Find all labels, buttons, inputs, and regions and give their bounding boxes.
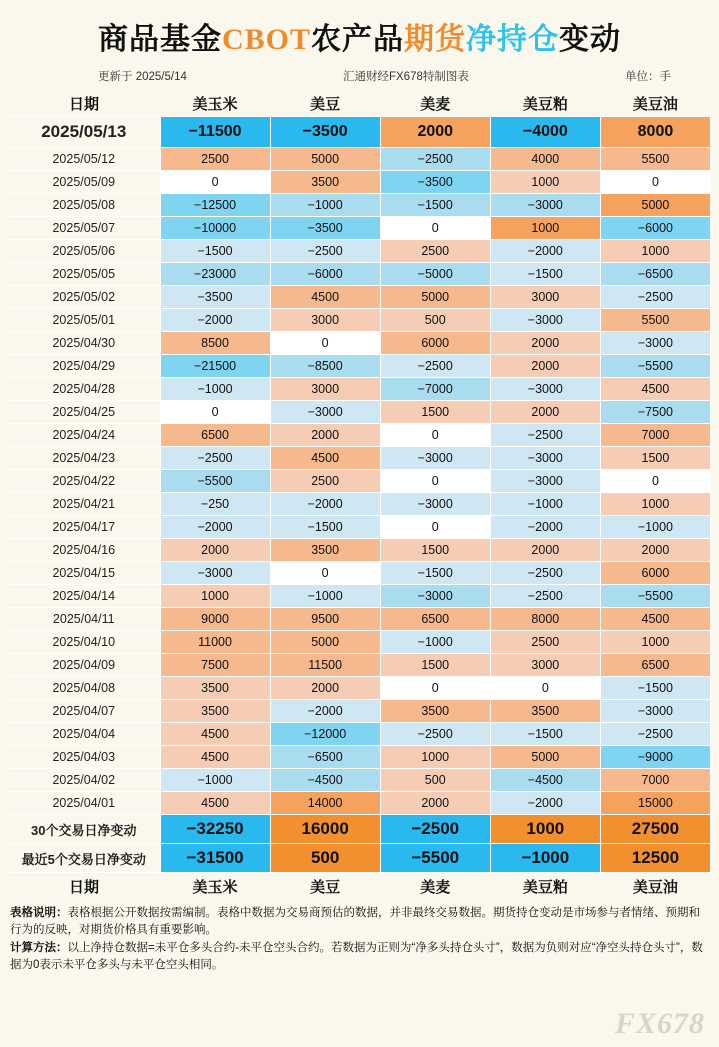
cell-美玉米: −10000 — [160, 217, 270, 240]
cell-美麦: 6000 — [380, 332, 490, 355]
summary-cell-美麦: −2500 — [380, 815, 490, 844]
row-date: 2025/04/07 — [8, 700, 160, 723]
col-header-0: 日期 — [8, 90, 160, 117]
cell-美麦: 500 — [380, 769, 490, 792]
row-date: 2025/05/02 — [8, 286, 160, 309]
note-label-1: 表格说明： — [10, 907, 68, 919]
table-row — [8, 309, 711, 332]
summary-label: 30个交易日净变动 — [8, 815, 160, 844]
row-date: 2025/04/08 — [8, 677, 160, 700]
row-date: 2025/04/02 — [8, 769, 160, 792]
cell-美豆: −12000 — [270, 723, 380, 746]
notes-block — [8, 905, 711, 974]
row-date: 2025/04/16 — [8, 539, 160, 562]
summary-cell-美豆油: 27500 — [600, 815, 710, 844]
cell-美豆油: 7000 — [600, 769, 710, 792]
cell-美豆粕: −2000 — [490, 792, 600, 815]
foot-header-1: 美玉米 — [160, 873, 270, 900]
cell-美豆粕: −2500 — [490, 424, 600, 447]
table-row — [8, 263, 711, 286]
cell-美豆油: 5000 — [600, 194, 710, 217]
cell-美玉米: 4500 — [160, 792, 270, 815]
cell-美麦: 2500 — [380, 240, 490, 263]
table-header — [8, 90, 711, 117]
table-row — [8, 562, 711, 585]
cell-美玉米: 11000 — [160, 631, 270, 654]
cell-美豆粕: 2000 — [490, 539, 600, 562]
cell-美豆: −2000 — [270, 700, 380, 723]
unit-label: 单位：手 — [625, 71, 671, 83]
cell-美豆油: 2000 — [600, 539, 710, 562]
row-date: 2025/04/11 — [8, 608, 160, 631]
cell-美豆粕: −3000 — [490, 378, 600, 401]
table-row — [8, 194, 711, 217]
cell-美豆油: −2500 — [600, 286, 710, 309]
cell-美豆: 2500 — [270, 470, 380, 493]
cell-美麦: −7000 — [380, 378, 490, 401]
page-title — [8, 0, 711, 66]
table-row — [8, 355, 711, 378]
foot-header-3: 美麦 — [380, 873, 490, 900]
cell-美豆油: −7500 — [600, 401, 710, 424]
cell-美豆油: −2500 — [600, 723, 710, 746]
cell-美玉米: 0 — [160, 401, 270, 424]
cell-美豆粕: −2000 — [490, 240, 600, 263]
cell-美豆粕: 2000 — [490, 401, 600, 424]
cell-美玉米: −3500 — [160, 286, 270, 309]
cell-美麦: −2500 — [380, 723, 490, 746]
cell-美玉米: 2000 — [160, 539, 270, 562]
cell-美豆粕: 2500 — [490, 631, 600, 654]
cell-美玉米: −21500 — [160, 355, 270, 378]
cell-美豆油: −1500 — [600, 677, 710, 700]
row-date: 2025/04/25 — [8, 401, 160, 424]
cell-美豆油: 15000 — [600, 792, 710, 815]
row-date: 2025/05/09 — [8, 171, 160, 194]
row-date: 2025/04/21 — [8, 493, 160, 516]
net-position-table — [8, 90, 711, 899]
cell-美豆粕: −1000 — [490, 493, 600, 516]
cell-美麦: 2000 — [380, 792, 490, 815]
header-row — [8, 90, 711, 117]
note-line-2 — [10, 940, 709, 975]
cell-美豆: −1000 — [270, 585, 380, 608]
cell-美玉米: −1000 — [160, 769, 270, 792]
row-date: 2025/04/30 — [8, 332, 160, 355]
cell-美豆: 5000 — [270, 148, 380, 171]
table-row — [8, 608, 711, 631]
row-date: 2025/04/10 — [8, 631, 160, 654]
row-date: 2025/04/17 — [8, 516, 160, 539]
title-part-3: 农产品 — [311, 23, 405, 56]
cell-美玉米: −3000 — [160, 562, 270, 585]
cell-美麦: 1000 — [380, 746, 490, 769]
title-part-2: CBOT — [221, 23, 312, 56]
cell-美玉米: 3500 — [160, 677, 270, 700]
cell-美豆油: −6000 — [600, 217, 710, 240]
summary-cell-美豆粕: 1000 — [490, 815, 600, 844]
table-row — [8, 447, 711, 470]
cell-美麦: −1000 — [380, 631, 490, 654]
table-row — [8, 746, 711, 769]
cell-美豆油: 1500 — [600, 447, 710, 470]
table-row — [8, 585, 711, 608]
source-label: 汇通财经FX678特制图表 — [342, 71, 469, 83]
cell-美豆: −3500 — [270, 117, 380, 148]
summary-cell-美豆: 500 — [270, 844, 380, 873]
cell-美玉米: 2500 — [160, 148, 270, 171]
table-row — [8, 723, 711, 746]
cell-美玉米: 8500 — [160, 332, 270, 355]
cell-美玉米: −5500 — [160, 470, 270, 493]
cell-美麦: 6500 — [380, 608, 490, 631]
cell-美豆: −2000 — [270, 493, 380, 516]
row-date: 2025/04/04 — [8, 723, 160, 746]
row-date: 2025/04/15 — [8, 562, 160, 585]
foot-header-5: 美豆油 — [600, 873, 710, 900]
summary-cell-美玉米: −31500 — [160, 844, 270, 873]
cell-美豆粕: −1500 — [490, 723, 600, 746]
cell-美豆粕: 3000 — [490, 286, 600, 309]
cell-美豆粕: −3000 — [490, 309, 600, 332]
cell-美麦: −3000 — [380, 585, 490, 608]
subheader — [8, 66, 711, 90]
col-header-4: 美豆粕 — [490, 90, 600, 117]
cell-美豆粕: −2500 — [490, 562, 600, 585]
cell-美麦: 500 — [380, 309, 490, 332]
cell-美玉米: 6500 — [160, 424, 270, 447]
table-row — [8, 401, 711, 424]
cell-美麦: 2000 — [380, 117, 490, 148]
cell-美豆油: −3000 — [600, 700, 710, 723]
cell-美豆: −1000 — [270, 194, 380, 217]
cell-美玉米: −2000 — [160, 516, 270, 539]
cell-美麦: 0 — [380, 516, 490, 539]
cell-美豆: −6000 — [270, 263, 380, 286]
cell-美豆油: 0 — [600, 470, 710, 493]
cell-美豆粕: 8000 — [490, 608, 600, 631]
cell-美豆粕: 5000 — [490, 746, 600, 769]
cell-美玉米: −250 — [160, 493, 270, 516]
cell-美豆油: −5500 — [600, 585, 710, 608]
row-date: 2025/04/03 — [8, 746, 160, 769]
cell-美玉米: 4500 — [160, 746, 270, 769]
cell-美豆油: 1000 — [600, 631, 710, 654]
title-part-5: 净持仓 — [466, 23, 560, 56]
cell-美豆粕: −3000 — [490, 194, 600, 217]
cell-美豆粕: −4000 — [490, 117, 600, 148]
summary-row — [8, 844, 711, 873]
cell-美玉米: −1500 — [160, 240, 270, 263]
cell-美麦: −1500 — [380, 194, 490, 217]
summary-row — [8, 815, 711, 844]
cell-美玉米: 3500 — [160, 700, 270, 723]
row-date: 2025/05/07 — [8, 217, 160, 240]
col-header-1: 美玉米 — [160, 90, 270, 117]
row-date: 2025/04/29 — [8, 355, 160, 378]
note-text-1: 表格根据公开数据按需编制。表格中数据为交易商预估的数据，并非最终交易数据。期货持仓变动是市场参与者情绪、预期和行为的反映，对期货价格具有重要影响。 — [10, 907, 700, 937]
cell-美玉米: −11500 — [160, 117, 270, 148]
cell-美麦: −1500 — [380, 562, 490, 585]
cell-美玉米: −2000 — [160, 309, 270, 332]
summary-cell-美麦: −5500 — [380, 844, 490, 873]
cell-美麦: −3500 — [380, 171, 490, 194]
cell-美豆: 4500 — [270, 447, 380, 470]
col-header-3: 美麦 — [380, 90, 490, 117]
cell-美麦: 0 — [380, 424, 490, 447]
cell-美玉米: 0 — [160, 171, 270, 194]
cell-美豆油: 7000 — [600, 424, 710, 447]
cell-美豆粕: 3500 — [490, 700, 600, 723]
cell-美麦: 1500 — [380, 654, 490, 677]
table-row — [8, 117, 711, 148]
table-row — [8, 769, 711, 792]
note-text-2: 以上净持仓数据=未平仓多头合约-未平仓空头合约。若数据为正则为“净多头持仓头寸”，数据为负则对应“净空头持仓头寸”，数据为0表示未平仓多头与未平仓空头相同。 — [10, 941, 703, 971]
row-date: 2025/05/12 — [8, 148, 160, 171]
footer-row — [8, 873, 711, 900]
table-row — [8, 631, 711, 654]
table-row — [8, 792, 711, 815]
table-row — [8, 240, 711, 263]
cell-美玉米: 4500 — [160, 723, 270, 746]
table-row — [8, 493, 711, 516]
cell-美麦: 0 — [380, 677, 490, 700]
table-row — [8, 378, 711, 401]
row-date: 2025/04/14 — [8, 585, 160, 608]
cell-美豆: −3000 — [270, 401, 380, 424]
cell-美豆: 11500 — [270, 654, 380, 677]
cell-美麦: −3000 — [380, 493, 490, 516]
cell-美豆粕: 4000 — [490, 148, 600, 171]
cell-美豆粕: −2000 — [490, 516, 600, 539]
row-date: 2025/05/05 — [8, 263, 160, 286]
table-row — [8, 148, 711, 171]
cell-美麦: 3500 — [380, 700, 490, 723]
col-header-5: 美豆油 — [600, 90, 710, 117]
cell-美豆粕: −3000 — [490, 470, 600, 493]
table-row — [8, 171, 711, 194]
title-part-4: 期货 — [404, 23, 467, 56]
table-row — [8, 654, 711, 677]
cell-美豆油: 4500 — [600, 608, 710, 631]
cell-美豆油: 4500 — [600, 378, 710, 401]
cell-美玉米: 1000 — [160, 585, 270, 608]
cell-美豆: 0 — [270, 332, 380, 355]
cell-美麦: −5000 — [380, 263, 490, 286]
table-row — [8, 700, 711, 723]
cell-美豆油: −9000 — [600, 746, 710, 769]
cell-美麦: 0 — [380, 470, 490, 493]
table-row — [8, 424, 711, 447]
cell-美豆: 9500 — [270, 608, 380, 631]
cell-美豆: 14000 — [270, 792, 380, 815]
table-footer — [8, 873, 711, 900]
summary-cell-美豆: 16000 — [270, 815, 380, 844]
cell-美豆油: 1000 — [600, 493, 710, 516]
note-label-2: 计算方法： — [10, 941, 68, 954]
cell-美麦: 1500 — [380, 401, 490, 424]
cell-美豆: −8500 — [270, 355, 380, 378]
cell-美豆: 2000 — [270, 677, 380, 700]
row-date: 2025/05/01 — [8, 309, 160, 332]
cell-美豆粕: 1000 — [490, 171, 600, 194]
cell-美豆: 3500 — [270, 171, 380, 194]
note-line-1 — [10, 905, 709, 940]
cell-美豆: −1500 — [270, 516, 380, 539]
table-row — [8, 539, 711, 562]
cell-美豆油: 6000 — [600, 562, 710, 585]
summary-cell-美玉米: −32250 — [160, 815, 270, 844]
foot-header-0: 日期 — [8, 873, 160, 900]
table-row — [8, 286, 711, 309]
cell-美麦: −3000 — [380, 447, 490, 470]
cell-美豆: 5000 — [270, 631, 380, 654]
row-date: 2025/04/28 — [8, 378, 160, 401]
cell-美玉米: −12500 — [160, 194, 270, 217]
row-date: 2025/04/23 — [8, 447, 160, 470]
summary-cell-美豆油: 12500 — [600, 844, 710, 873]
cell-美玉米: 9000 — [160, 608, 270, 631]
summary-cell-美豆粕: −1000 — [490, 844, 600, 873]
cell-美豆粕: −3000 — [490, 447, 600, 470]
cell-美豆: 0 — [270, 562, 380, 585]
updated-date: 更新于 2025/5/14 — [98, 71, 187, 83]
cell-美豆: −3500 — [270, 217, 380, 240]
title-part-1: 商品基金 — [97, 23, 222, 56]
cell-美豆粕: 2000 — [490, 332, 600, 355]
row-date: 2025/05/06 — [8, 240, 160, 263]
cell-美玉米: −1000 — [160, 378, 270, 401]
title-part-6: 变动 — [559, 23, 622, 56]
cell-美豆粕: 3000 — [490, 654, 600, 677]
cell-美豆: −6500 — [270, 746, 380, 769]
cell-美麦: 1500 — [380, 539, 490, 562]
cell-美豆粕: 0 — [490, 677, 600, 700]
table-row — [8, 217, 711, 240]
cell-美麦: −2500 — [380, 148, 490, 171]
cell-美麦: 0 — [380, 217, 490, 240]
cell-美豆: −2500 — [270, 240, 380, 263]
table-row — [8, 470, 711, 493]
cell-美豆油: −1000 — [600, 516, 710, 539]
cell-美豆: 2000 — [270, 424, 380, 447]
summary-label: 最近5个交易日净变动 — [8, 844, 160, 873]
cell-美豆: 3000 — [270, 378, 380, 401]
cell-美豆油: −3000 — [600, 332, 710, 355]
cell-美豆粕: −1500 — [490, 263, 600, 286]
cell-美豆: −4500 — [270, 769, 380, 792]
cell-美豆油: −5500 — [600, 355, 710, 378]
row-date: 2025/04/22 — [8, 470, 160, 493]
cell-美豆油: 1000 — [600, 240, 710, 263]
cell-美豆油: −6500 — [600, 263, 710, 286]
row-date: 2025/04/09 — [8, 654, 160, 677]
cell-美豆粕: −4500 — [490, 769, 600, 792]
cell-美豆粕: 1000 — [490, 217, 600, 240]
cell-美豆粕: −2500 — [490, 585, 600, 608]
cell-美豆: 4500 — [270, 286, 380, 309]
table-row — [8, 332, 711, 355]
table-row — [8, 677, 711, 700]
cell-美豆粕: 2000 — [490, 355, 600, 378]
cell-美豆: 3500 — [270, 539, 380, 562]
cell-美豆油: 5500 — [600, 148, 710, 171]
row-date: 2025/04/24 — [8, 424, 160, 447]
cell-美麦: −2500 — [380, 355, 490, 378]
table-row — [8, 516, 711, 539]
row-date: 2025/05/13 — [8, 117, 160, 148]
cell-美豆油: 6500 — [600, 654, 710, 677]
foot-header-4: 美豆粕 — [490, 873, 600, 900]
cell-美豆: 3000 — [270, 309, 380, 332]
table-body — [8, 117, 711, 873]
watermark: FX678 — [614, 1007, 705, 1040]
cell-美豆油: 0 — [600, 171, 710, 194]
cell-美玉米: −2500 — [160, 447, 270, 470]
col-header-2: 美豆 — [270, 90, 380, 117]
foot-header-2: 美豆 — [270, 873, 380, 900]
cell-美豆油: 8000 — [600, 117, 710, 148]
cell-美豆油: 5500 — [600, 309, 710, 332]
row-date: 2025/04/01 — [8, 792, 160, 815]
cell-美玉米: −23000 — [160, 263, 270, 286]
row-date: 2025/05/08 — [8, 194, 160, 217]
cell-美玉米: 7500 — [160, 654, 270, 677]
cell-美麦: 5000 — [380, 286, 490, 309]
